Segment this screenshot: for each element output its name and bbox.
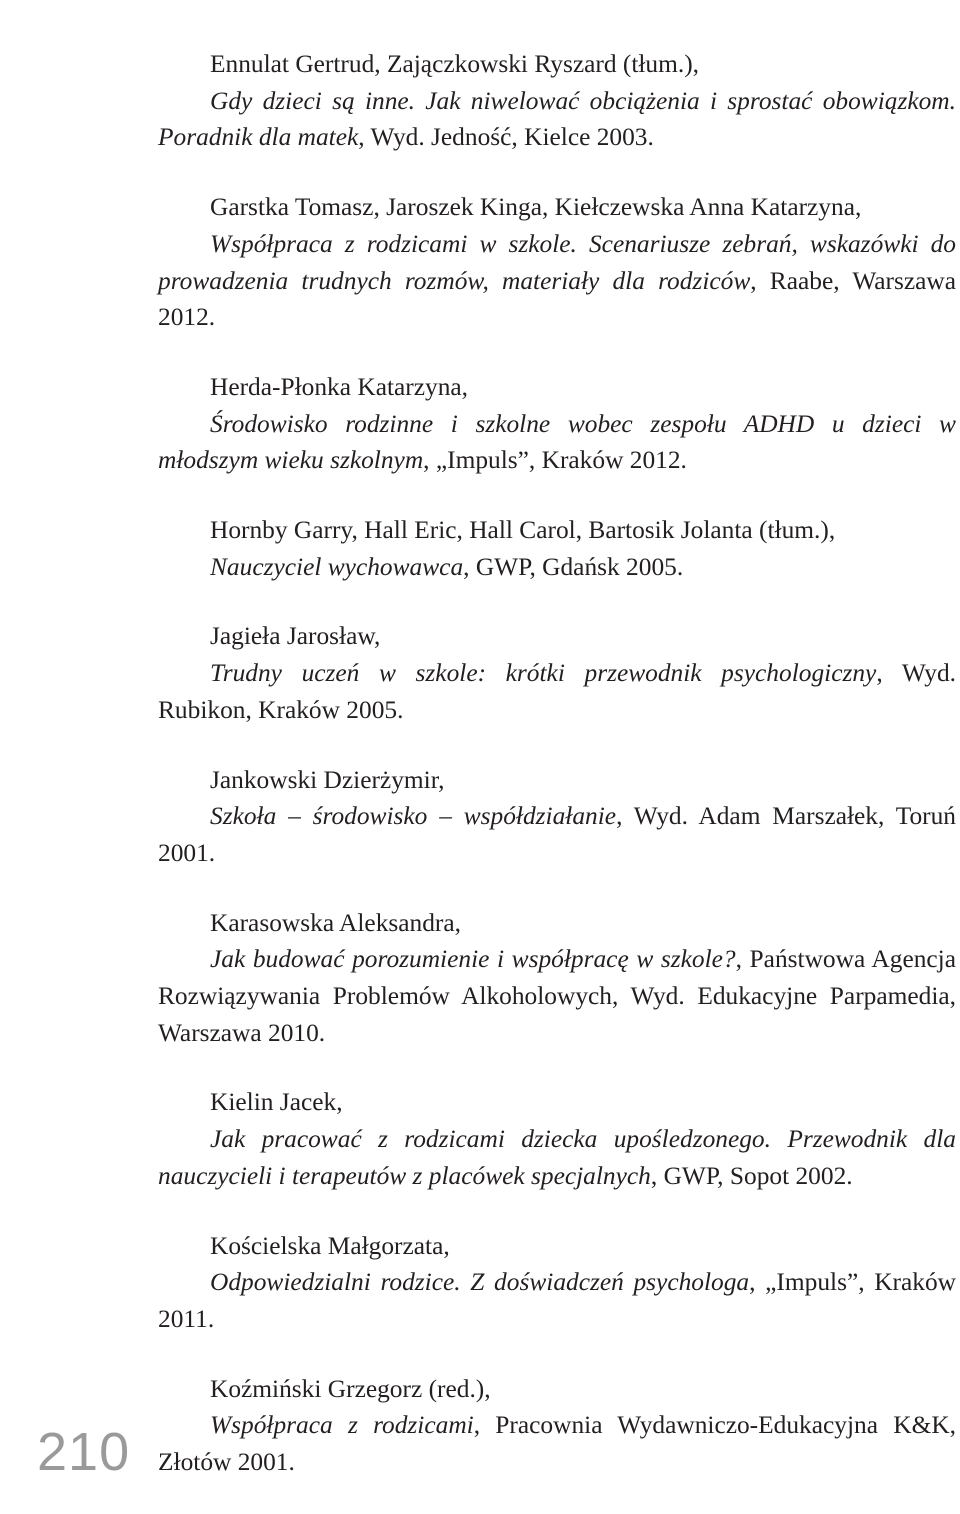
entry-title: Współpraca z rodzicami w szkole. Scenariusze zebrań, wskazówki do prowadzenia trudnych rozmów, materiały dla rodziców	[158, 229, 956, 295]
bibliography-entry	[158, 905, 956, 1052]
bibliography-entry	[158, 46, 956, 156]
entry-publication: , „Impuls”, Kraków 2011.	[158, 1268, 957, 1333]
entry-publication: , GWP, Sopot 2002.	[650, 1161, 853, 1190]
entry-body	[158, 406, 956, 479]
bibliography-entry	[158, 762, 956, 872]
bibliography-list	[158, 46, 956, 1514]
entry-title: Trudny uczeń w szkole: krótki przewodnik psychologiczny	[210, 659, 877, 688]
entry-title: Nauczyciel wychowawca	[210, 552, 464, 581]
entry-title: Jak pracować z rodzicami dziecka upośledzonego. Przewodnik dla nauczycieli i terapeutów z placówek specjalnych	[158, 1125, 956, 1190]
bibliography-entry	[158, 618, 956, 728]
bibliography-entry	[158, 369, 956, 479]
entry-publication: , Państwowa Agencja Rozwiązywania Problemów Alkoholowych, Wyd. Edukacyjne Parpamedia, Warszawa 2010.	[158, 945, 957, 1047]
entry-publication: , Wyd. Jedność, Kielce 2003.	[358, 123, 654, 152]
entry-body	[158, 941, 956, 1051]
entry-author: Herda-Płonka Katarzyna,	[210, 372, 469, 401]
bibliography-entry	[158, 1084, 956, 1194]
entry-publication: , Wyd. Rubikon, Kraków 2005.	[158, 659, 956, 724]
entry-body	[158, 655, 956, 728]
entry-author: Ennulat Gertrud, Zajączkowski Ryszard (tłum.),	[210, 50, 700, 78]
page-number: 210	[37, 1422, 131, 1482]
entry-author: Garstka Tomasz, Jaroszek Kinga, Kiełczewska Anna Katarzyna,	[210, 193, 862, 222]
entry-author: Jagieła Jarosław,	[210, 622, 381, 651]
entry-title: Środowisko rodzinne i szkolne wobec zespołu ADHD u dzieci w młodszym wieku szkolnym	[158, 409, 956, 475]
entry-author: Koźmiński Grzegorz (red.),	[210, 1374, 491, 1403]
entry-publication: , GWP, Gdańsk 2005.	[463, 552, 684, 581]
entry-title: Gdy dzieci są inne. Jak niwelować obciążenia i sprostać obowiązkom. Poradnik dla matek	[158, 86, 956, 152]
bibliography-entry	[158, 1371, 956, 1481]
bibliography-entry	[158, 1228, 956, 1338]
entry-title: Jak budować porozumienie i współpracę w szkole?	[210, 945, 736, 974]
entry-publication: , Wyd. Adam Marszałek, Toruń 2001.	[158, 802, 956, 867]
entry-title: Odpowiedzialni rodzice. Z doświadczeń psychologa	[210, 1268, 750, 1297]
entry-body	[158, 226, 956, 336]
entry-author: Kościelska Małgorzata,	[210, 1231, 450, 1260]
entry-publication: , Pracownia Wydawniczo-Edukacyjna K&K, Złotów 2001.	[158, 1411, 957, 1477]
entry-body	[158, 1407, 956, 1480]
bibliography-entry	[158, 189, 956, 336]
entry-body	[158, 83, 956, 156]
entry-body	[158, 798, 956, 871]
entry-author: Hornby Garry, Hall Eric, Hall Carol, Bartosik Jolanta (tłum.),	[210, 516, 836, 545]
entry-author: Karasowska Aleksandra,	[210, 908, 462, 937]
entry-body	[158, 549, 956, 586]
bibliography-entry	[158, 512, 956, 585]
entry-title: Współpraca z rodzicami	[210, 1411, 474, 1440]
entry-author: Kielin Jacek,	[210, 1088, 343, 1117]
entry-author: Jankowski Dzierżymir,	[210, 765, 445, 794]
entry-body	[158, 1121, 956, 1194]
entry-publication: , „Impuls”, Kraków 2012.	[423, 446, 687, 475]
entry-body	[158, 1264, 956, 1337]
entry-publication: , Raabe, Warszawa 2012.	[158, 266, 956, 332]
entry-title: Szkoła – środowisko – współdziałanie	[210, 802, 617, 831]
